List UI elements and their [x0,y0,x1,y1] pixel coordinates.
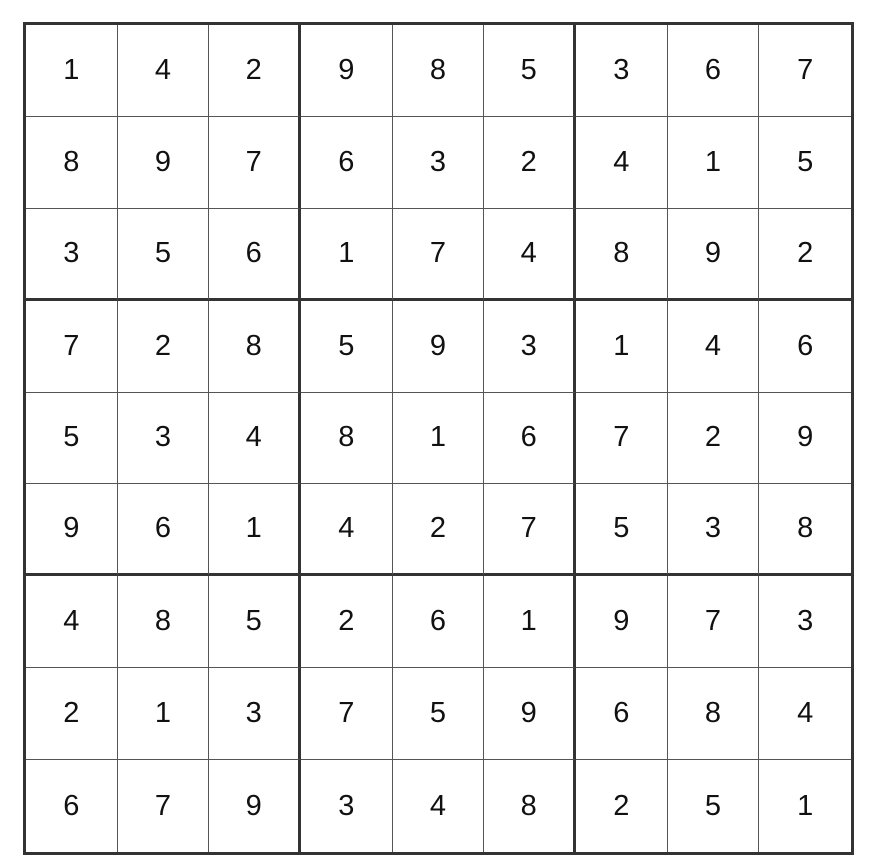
sudoku-cell-r4-c9[interactable]: 6 [759,301,851,393]
sudoku-cell-r9-c8[interactable]: 5 [668,760,760,852]
sudoku-cell-r7-c6[interactable]: 1 [484,576,576,668]
sudoku-cell-r4-c1[interactable]: 7 [26,301,118,393]
sudoku-cell-r1-c2[interactable]: 4 [118,25,210,117]
sudoku-cell-r6-c8[interactable]: 3 [668,484,760,576]
sudoku-cell-r3-c8[interactable]: 9 [668,209,760,301]
sudoku-cell-r1-c1[interactable]: 1 [26,25,118,117]
sudoku-cell-r1-c7[interactable]: 3 [576,25,668,117]
sudoku-cell-r6-c1[interactable]: 9 [26,484,118,576]
sudoku-cell-r5-c7[interactable]: 7 [576,393,668,485]
sudoku-cell-r4-c6[interactable]: 3 [484,301,576,393]
sudoku-cell-r8-c5[interactable]: 5 [393,668,485,760]
sudoku-cell-r5-c6[interactable]: 6 [484,393,576,485]
sudoku-board [23,22,854,855]
sudoku-cell-r8-c4[interactable]: 7 [301,668,393,760]
sudoku-cell-r4-c4[interactable]: 5 [301,301,393,393]
sudoku-cell-r4-c2[interactable]: 2 [118,301,210,393]
sudoku-cell-r9-c1[interactable]: 6 [26,760,118,852]
sudoku-cell-r3-c1[interactable]: 3 [26,209,118,301]
sudoku-cell-r8-c6[interactable]: 9 [484,668,576,760]
sudoku-cell-r1-c9[interactable]: 7 [759,25,851,117]
sudoku-cell-r2-c1[interactable]: 8 [26,117,118,209]
sudoku-cell-r8-c9[interactable]: 4 [759,668,851,760]
sudoku-cell-r9-c3[interactable]: 9 [209,760,301,852]
sudoku-cell-r5-c3[interactable]: 4 [209,393,301,485]
sudoku-cell-r5-c4[interactable]: 8 [301,393,393,485]
sudoku-cell-r1-c4[interactable]: 9 [301,25,393,117]
sudoku-cell-r4-c3[interactable]: 8 [209,301,301,393]
sudoku-cell-r3-c2[interactable]: 5 [118,209,210,301]
sudoku-cell-r1-c6[interactable]: 5 [484,25,576,117]
sudoku-cell-r3-c6[interactable]: 4 [484,209,576,301]
sudoku-cell-r8-c1[interactable]: 2 [26,668,118,760]
sudoku-cell-r5-c8[interactable]: 2 [668,393,760,485]
sudoku-cell-r4-c8[interactable]: 4 [668,301,760,393]
sudoku-cell-r6-c4[interactable]: 4 [301,484,393,576]
sudoku-cell-r8-c2[interactable]: 1 [118,668,210,760]
sudoku-cell-r2-c8[interactable]: 1 [668,117,760,209]
sudoku-cell-r2-c3[interactable]: 7 [209,117,301,209]
sudoku-cell-r7-c3[interactable]: 5 [209,576,301,668]
sudoku-cell-r3-c9[interactable]: 2 [759,209,851,301]
sudoku-cell-r7-c8[interactable]: 7 [668,576,760,668]
sudoku-cell-r3-c3[interactable]: 6 [209,209,301,301]
sudoku-cell-r6-c2[interactable]: 6 [118,484,210,576]
sudoku-cell-r7-c5[interactable]: 6 [393,576,485,668]
sudoku-cell-r2-c2[interactable]: 9 [118,117,210,209]
sudoku-cell-r2-c7[interactable]: 4 [576,117,668,209]
sudoku-cell-r9-c2[interactable]: 7 [118,760,210,852]
sudoku-cell-r4-c5[interactable]: 9 [393,301,485,393]
sudoku-cell-r7-c2[interactable]: 8 [118,576,210,668]
sudoku-cell-r9-c5[interactable]: 4 [393,760,485,852]
sudoku-cell-r6-c6[interactable]: 7 [484,484,576,576]
sudoku-cell-r9-c4[interactable]: 3 [301,760,393,852]
sudoku-cell-r9-c7[interactable]: 2 [576,760,668,852]
sudoku-cell-r5-c5[interactable]: 1 [393,393,485,485]
sudoku-cell-r2-c6[interactable]: 2 [484,117,576,209]
sudoku-cell-r7-c7[interactable]: 9 [576,576,668,668]
sudoku-cell-r8-c8[interactable]: 8 [668,668,760,760]
sudoku-cell-r2-c5[interactable]: 3 [393,117,485,209]
sudoku-cell-r7-c4[interactable]: 2 [301,576,393,668]
sudoku-cell-r9-c6[interactable]: 8 [484,760,576,852]
sudoku-cell-r1-c8[interactable]: 6 [668,25,760,117]
sudoku-cell-r2-c4[interactable]: 6 [301,117,393,209]
sudoku-cell-r2-c9[interactable]: 5 [759,117,851,209]
sudoku-cell-r3-c5[interactable]: 7 [393,209,485,301]
sudoku-cell-r8-c7[interactable]: 6 [576,668,668,760]
sudoku-cell-r7-c1[interactable]: 4 [26,576,118,668]
sudoku-cell-r6-c7[interactable]: 5 [576,484,668,576]
sudoku-cell-r6-c9[interactable]: 8 [759,484,851,576]
sudoku-cell-r8-c3[interactable]: 3 [209,668,301,760]
sudoku-cell-r3-c7[interactable]: 8 [576,209,668,301]
sudoku-cell-r3-c4[interactable]: 1 [301,209,393,301]
sudoku-cell-r5-c9[interactable]: 9 [759,393,851,485]
sudoku-cell-r1-c3[interactable]: 2 [209,25,301,117]
sudoku-cell-r5-c1[interactable]: 5 [26,393,118,485]
sudoku-cell-r7-c9[interactable]: 3 [759,576,851,668]
sudoku-cell-r1-c5[interactable]: 8 [393,25,485,117]
sudoku-cell-r4-c7[interactable]: 1 [576,301,668,393]
sudoku-cell-r5-c2[interactable]: 3 [118,393,210,485]
sudoku-cell-r6-c5[interactable]: 2 [393,484,485,576]
sudoku-cell-r6-c3[interactable]: 1 [209,484,301,576]
sudoku-cell-r9-c9[interactable]: 1 [797,789,814,822]
